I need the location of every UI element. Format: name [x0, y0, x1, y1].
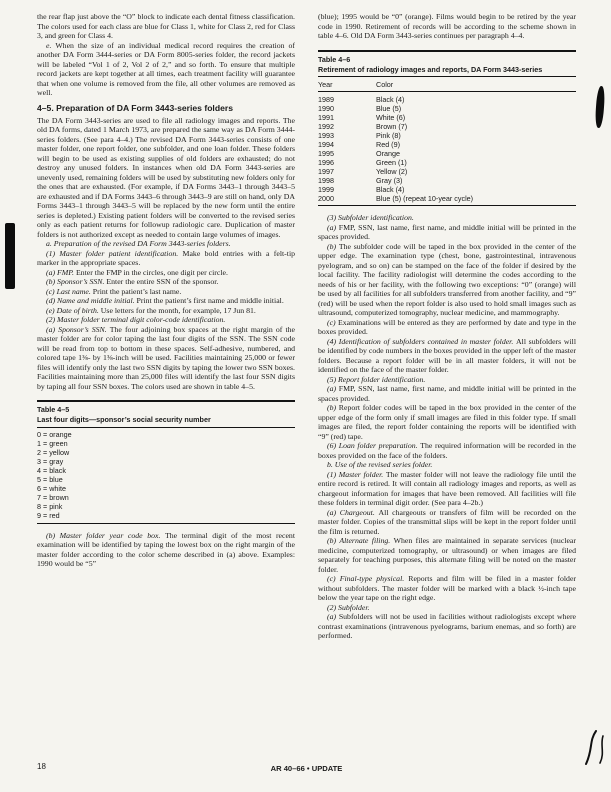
para-lead: (c) Final-type physical.	[327, 574, 409, 583]
paragraph	[318, 508, 576, 537]
table-rule	[318, 50, 576, 52]
table-label: Table 4–6	[318, 54, 351, 64]
para-lead: (3) Subfolder identification.	[327, 213, 414, 222]
para-text: The required information will be recorded in the boxes provided on the face of the folders.	[318, 441, 576, 460]
color-cell: Orange	[376, 148, 400, 158]
para-text: Examinations will be entered as they are performed by date and type in the boxes provided.	[318, 317, 576, 336]
color-header: Color	[376, 79, 394, 89]
paragraph	[318, 242, 576, 318]
para-lead: (b) Sponsor’s SSN.	[46, 277, 107, 286]
paragraph	[37, 531, 295, 569]
paragraph	[318, 612, 576, 641]
para-lead: a. Preparation of the revised DA Form 3443-series folders.	[46, 239, 231, 248]
para-lead: (c) Last name.	[46, 286, 93, 296]
table-row	[318, 95, 576, 104]
right-column	[318, 12, 576, 641]
table-rule	[37, 427, 295, 428]
paragraph	[318, 213, 576, 223]
table-row	[318, 113, 576, 122]
para-lead: (e) Date of birth.	[46, 305, 101, 315]
color-cell: White (6)	[376, 112, 406, 122]
color-cell: Pink (8)	[376, 130, 401, 140]
table-row	[318, 104, 576, 113]
para-lead: (2) Master folder terminal digit color-code identification.	[46, 315, 226, 324]
table-row: 3 = gray	[37, 457, 64, 466]
table-row: 4 = black	[37, 466, 66, 475]
para-lead: (1) Master folder.	[327, 469, 386, 479]
para-text: When files are maintained in separate services (nuclear medicine, computerized tomography, or ultrasound) or when images are filed separately for teaching purposes, this alternate filing will be noted on the master folder.	[318, 536, 576, 574]
table-title: Retirement of radiology images and reports, DA Form 3443-series	[318, 64, 543, 74]
para-text: (blue); 1995 would be “0” (orange). Films would begin to be retired by the year code in 1990. Retirement of records will be according to the scheme shown in table 4–6. Old DA Form 3443-series continues per paragraph 4–4.	[318, 12, 576, 40]
para-text: FMP, SSN, last name, first name, and middle initial will be printed in the spaces provided.	[318, 384, 576, 403]
year-cell: 1999	[318, 184, 334, 194]
year-cell: 1996	[318, 157, 334, 167]
para-text: Use letters for the month, for example, 17 Jun 81.	[100, 305, 256, 315]
color-cell: Black (4)	[376, 184, 405, 194]
table-row	[318, 158, 576, 167]
table-row: 2 = yellow	[37, 448, 70, 457]
para-text: Subfolders will not be used in facilities without radiologists except where contrast examinations (intravenous pyelograms, barium enemas, and so forth) are performed.	[318, 612, 576, 640]
paragraph	[37, 249, 295, 268]
page-number: 18	[37, 762, 46, 771]
para-text: When the size of an individual medical record requires the creation of another DA Form 3444-series or DA Form 8005-series folder, the record jackets will be labeled “Vol 1 of 2, Vol 2 of 2,” and so forth. To ensure that multiple record jackets are kept together at all times, each treatment facility will guarantee that when one volume is removed from the file, all other volumes are removed as well.	[37, 40, 295, 97]
para-lead: (b)	[327, 403, 339, 412]
para-lead: (a)	[327, 612, 339, 621]
page-footer	[37, 760, 576, 774]
para-text: All chargeouts or transfers of film will be recorded on the master folder. Copies of the transmittal slips will be kept in the report folder until the film is returned.	[318, 507, 576, 536]
para-lead: (a)	[327, 384, 339, 393]
para-text: The terminal digit of the most recent examination will be identified by taping the lowest box on the right margin of the master folder according to the color scheme described in (a) above. Examples: 1990 would be “5”	[37, 530, 295, 568]
paragraph	[318, 337, 576, 375]
table-row	[318, 185, 576, 194]
para-text: All subfolders will be identified by code numbers in the boxes provided in the upper left of the master folders. Because a report folder will be in all master folders, it will not be identified on the face of the master folder.	[318, 336, 576, 374]
paragraph	[318, 375, 576, 385]
table-row	[318, 140, 576, 149]
para-text: Reports and film will be filed in a master folder without subfolders. The master folder will be marked with a black ½-inch tape below the year tape on the right edge.	[318, 574, 576, 602]
paragraph	[318, 12, 576, 41]
para-lead: (2) Subfolder.	[327, 602, 370, 612]
paragraph	[37, 277, 295, 287]
table-row	[318, 122, 576, 131]
para-text: The master folder will not leave the radiology file until the entire record is retired. It will contain all radiology images and reports, as well as chargeout information for images that have been removed. All facilities will file these folders in terminal digit order. (See para 4–2b.)	[318, 469, 576, 507]
left-column	[37, 12, 295, 569]
table-row	[318, 131, 576, 140]
table-row	[318, 167, 576, 176]
section-heading: 4–5. Preparation of DA Form 3443-series folders	[37, 102, 233, 113]
table-rule	[37, 400, 295, 402]
year-cell: 1995	[318, 148, 334, 158]
color-cell: Yellow (2)	[376, 166, 408, 176]
table-row: 7 = brown	[37, 493, 69, 502]
paragraph	[318, 223, 576, 242]
paragraph	[318, 384, 576, 403]
paragraph	[37, 296, 295, 306]
para-text: Print the patient’s last name.	[92, 286, 182, 296]
para-lead: (b) Alternate filing.	[327, 536, 394, 545]
para-text: The subfolder code will be taped in the box provided in the center of the upper edge. The examination type (chest, bone, gastrointestinal, intravenous pyelogram, and so on) can be stamped on the face of the folder if desired by the local facility. The facility radiologist will determine the codes according to the needs of his or her facility, with the following two exceptions: “0” (orange) will be used by all facilities for all subfolders transferred from another facility, and “9” (red) will be used when the report folder is also used to hold small images such as ultrasound, computerized tomography, nuclear medicine, and mammography.	[318, 241, 576, 317]
year-cell: 2000	[318, 193, 334, 203]
para-text: Report folder codes will be taped in the box provided in the center of the upper edge of the form only if small images are filed in this folder type. If small images are filed, the report folder containing the reports will be identified with “9” (red) tape.	[318, 403, 576, 441]
footer-doc-id: AR 40–66 • UPDATE	[270, 764, 343, 773]
color-cell: Blue (5) (repeat 10-year cycle)	[376, 193, 474, 203]
paragraph	[37, 306, 295, 316]
para-text: Enter the FMP in the circles, one digit per circle.	[75, 267, 228, 277]
table-rule	[318, 76, 576, 77]
para-lead: (4) Identification of subfolders contained in master folder.	[327, 336, 517, 346]
table-row: 0 = orange	[37, 430, 72, 439]
year-cell: 1989	[318, 94, 334, 104]
paragraph	[37, 239, 295, 249]
table-row: 6 = white	[37, 484, 66, 493]
year-cell: 1991	[318, 112, 334, 122]
margin-change-bar	[5, 223, 15, 289]
paragraph	[37, 287, 295, 297]
color-cell: Black (4)	[376, 94, 405, 104]
paragraph	[318, 460, 576, 470]
table-rule	[318, 205, 576, 206]
paragraph	[318, 403, 576, 441]
table-row	[318, 149, 576, 158]
para-lead: (d) Name and middle initial.	[46, 296, 137, 305]
paragraph	[37, 41, 295, 98]
para-lead: (6) Loan folder preparation.	[327, 441, 421, 450]
para-lead: (a)	[327, 222, 339, 232]
para-text: The DA Form 3443-series are used to file all radiology images and reports. The old DA forms, dated 1 March 1973, are prepared the same way as DA Form 3444-series folders. (See para 4–4.) The revised DA Form 3443-series consists of one master folder, one report folder, one subfolder, and one loan folder. These folders will begin to be used as existing supplies of old folders are exhausted; do not destroy any unused folders. In instances when old DA Form 3443-series are unevenly used, remaining folders will be used by substituting new folders only for the ones that are exhausted. (For example, if DA Forms 3443–1 through 3443–5 are exhausted and if DA Forms 3443–6 through 3443–9 are still on hand, only DA Forms 3443–1 through 3443–5 will be replaced by the new form until the entire series is depleted.) Existing patient folders will be converted to the revised series only as each patient returns for followup radiologic care. Duplication of master folders is not authorized except as needed to contain large volumes of images.	[37, 115, 295, 239]
year-cell: 1992	[318, 121, 334, 131]
para-text: Enter the entire SSN of the sponsor.	[106, 277, 219, 286]
year-cell: 1998	[318, 175, 334, 185]
paragraph	[318, 603, 576, 613]
para-text: the rear flap just above the “O” block to indicate each dental fitness classification. The colors used for each class are blue for Class 1, white for Class 2, red for Class 3, and green for Class 4.	[37, 12, 295, 40]
year-header: Year	[318, 79, 333, 89]
table-label: Table 4–5	[37, 405, 70, 414]
table-4-6	[318, 50, 576, 207]
paragraph	[318, 470, 576, 508]
table-row: 1 = green	[37, 439, 68, 448]
paragraph	[318, 441, 576, 460]
para-lead: (a) Sponsor’s SSN.	[46, 324, 110, 334]
para-lead: b. Use of the revised series folder.	[327, 460, 433, 469]
table-title: Last four digits—sponsor’s social security number	[37, 415, 211, 424]
table-row	[318, 176, 576, 185]
table-row: 8 = pink	[37, 502, 63, 511]
paragraph	[37, 325, 295, 392]
pen-mark	[595, 86, 606, 128]
paragraph	[37, 116, 295, 240]
para-lead: (5) Report folder identification.	[327, 374, 426, 384]
para-lead: (b)	[327, 241, 339, 251]
paragraph	[37, 12, 295, 41]
para-text: FMP, SSN, last name, first name, and middle initial will be printed in the spaces provided.	[318, 222, 576, 241]
year-cell: 1997	[318, 166, 334, 176]
para-lead: (c)	[327, 317, 338, 327]
paragraph	[318, 574, 576, 603]
table-header-row	[318, 80, 576, 89]
para-text: The four adjoining box spaces at the right margin of the master folder are for color taping the last four digits of the SSN. The SSN code will be read from top to bottom in these spaces. Self-adhesive, numbered, and colored tape 1⅜- by 1⅜-inch will be used. Facilities maintaining 25,000 or fewer files will identify only the last two SSN digits by taping the lower two SSN boxes. Facilities maintaining more than 25,000 files will identify the last four SSN digits by taping all four SSN boxes. The colors used are shown in table 4–5.	[37, 324, 295, 391]
para-lead: (a) FMP.	[46, 267, 76, 277]
year-cell: 1994	[318, 139, 334, 149]
color-cell: Brown (7)	[376, 121, 408, 131]
color-cell: Red (9)	[376, 139, 400, 149]
para-lead: (b) Master folder year code box.	[46, 530, 165, 540]
table-row: 5 = blue	[37, 475, 63, 484]
year-cell: 1990	[318, 103, 334, 113]
color-cell: Green (1)	[376, 157, 407, 167]
table-rule	[318, 91, 576, 92]
paragraph	[37, 315, 295, 325]
paragraph	[37, 268, 295, 278]
para-lead: e.	[46, 40, 56, 50]
paragraph	[318, 536, 576, 574]
para-text: Make bold entries with a felt-tip marker in the appropriate spaces.	[37, 248, 296, 267]
year-cell: 1993	[318, 130, 334, 140]
para-lead: (1) Master folder patient identification.	[46, 248, 183, 258]
table-row: 9 = red	[37, 511, 60, 520]
table-row	[318, 194, 576, 203]
table-4-5	[37, 400, 295, 524]
color-cell: Gray (3)	[376, 175, 403, 185]
paragraph	[318, 318, 576, 337]
para-lead: (a) Chargeout.	[327, 507, 379, 517]
para-text: Print the patient’s first name and middle initial.	[136, 296, 284, 305]
color-cell: Blue (5)	[376, 103, 402, 113]
table-rule	[37, 523, 295, 524]
